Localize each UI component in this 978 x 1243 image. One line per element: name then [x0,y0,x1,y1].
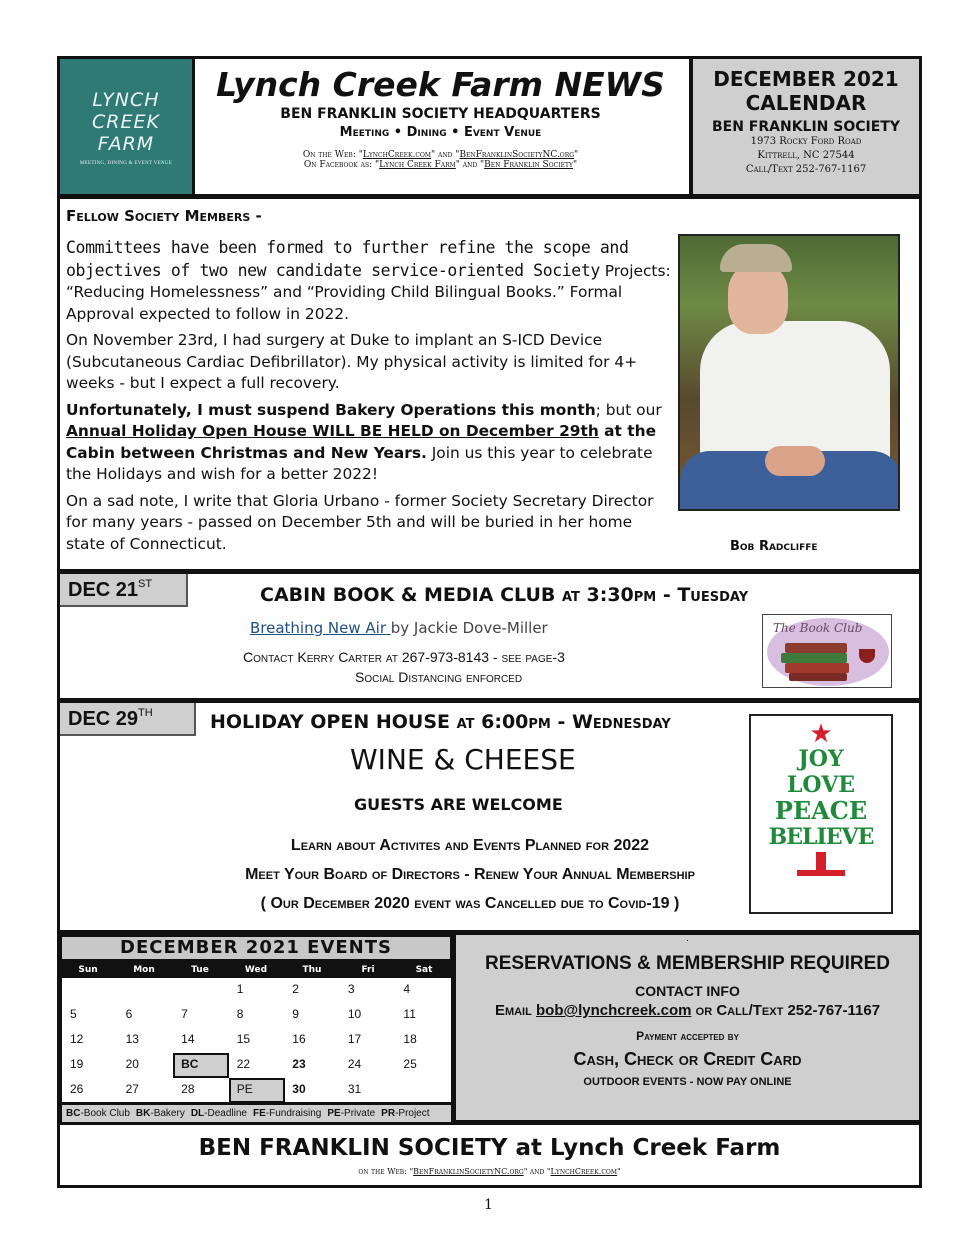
dow-fri: Fri [361,965,375,975]
book-icon [781,653,847,663]
book-club-image [762,614,892,688]
event-date-suffix: ST [138,578,153,590]
legend-label: -Private [340,1108,376,1119]
address-line-1: 1973 Rocky Ford Road [750,136,862,147]
event-book-club [57,571,922,701]
calendar-day: 8 [236,1007,244,1021]
book-icon [785,643,847,653]
dot: · [685,935,690,946]
calendar-day: 30 [292,1082,306,1096]
footer [57,1122,922,1188]
calendar-day: 5 [70,1007,77,1021]
tree-word-love: LOVE [786,772,856,798]
calendar-day: 31 [347,1082,362,1096]
footer-title: BEN FRANKLIN SOCIETY at Lynch Creek Farm [198,1135,781,1161]
calendar-day: 26 [70,1082,84,1096]
logo-tagline: MEETING, DINING & EVENT VENUE [79,161,173,166]
address-line-2: Kittrell, NC 27544 [757,150,855,161]
fb-suffix: " [572,160,578,170]
footer-link-lynchcreek[interactable]: LynchCreek.com [550,1167,617,1176]
legend-label: -Project [395,1108,430,1119]
event-detail-line-3: ( Our December 2020 event was Cancelled due to Covid-19 ) [260,895,680,912]
p1-lead: Committees have been formed to further refine the scope and objectives of two new candidate service-oriented Society [66,238,629,280]
calendar-day: 27 [125,1082,139,1096]
calendar-day: 20 [125,1057,139,1071]
link-lynchcreek[interactable]: LynchCreek.com [362,150,432,160]
tree-word-peace: PEACE [774,796,868,825]
calendar-day: 23 [292,1057,306,1071]
event-date: DEC 21 [68,579,139,601]
p3-underline: Annual Holiday Open House WILL BE HELD on December 29th [66,422,599,440]
calendar-day: 25 [403,1057,417,1071]
calendar-day: 3 [347,982,355,996]
email-link[interactable]: bob@lynchcreek.com [536,1002,692,1019]
tree-word-believe: BELIEVE [768,824,874,850]
logo-line-2: CREEK [92,111,160,133]
calendar-info-box [690,56,922,197]
calendar-day: 16 [292,1032,306,1046]
photo-bob-radcliffe [678,234,900,511]
paragraph-bakery [66,400,674,486]
calendar-day: 13 [125,1032,139,1046]
paragraph-surgery: On November 23rd, I had surgery at Duke to implant an S-ICD Device (Subcutaneous Cardiac Defibrillator). My physical activity is limited for 4+ weeks - but I expect a full recovery. [66,331,638,392]
logo-line-3: FARM [97,133,155,155]
event-time: at 3:30pm - Tuesday [561,584,749,606]
fb-mid: " and " [455,160,485,170]
reservations-title: RESERVATIONS & MEMBERSHIP REQUIRED [484,953,891,974]
legend-code: DL [190,1108,205,1119]
phone: Call/Text 252-767-1167 [745,164,867,175]
wine-cheese-headline: WINE & CHEESE [350,743,576,776]
book-title-link[interactable]: Breathing New Air [250,619,391,637]
calendar-day: 7 [181,1007,188,1021]
web-mid: " and " [431,150,460,160]
calendar-day: 24 [347,1057,362,1071]
calendar-title [693,67,919,115]
legend-label: -Fundraising [265,1108,322,1119]
calendar-day: 18 [403,1032,417,1046]
footer-web-mid: " and " [523,1167,551,1176]
dow-wed: Wed [244,965,268,975]
calendar-day: 19 [70,1057,84,1071]
legend-code: BC [66,1108,81,1119]
calendar-day: 4 [403,982,411,996]
tree-word-joy: JOY [798,746,844,772]
dow-sun: Sun [78,965,98,975]
legend-label: -Deadline [204,1108,247,1119]
event-title [260,584,748,606]
contact-line [456,1002,919,1019]
dow-sat: Sat [415,965,433,975]
photo-caption: Bob Radcliffe [730,539,818,554]
events-calendar [57,932,455,1123]
link-benfranklinsociety[interactable]: BenFranklinSocietyNC.org [459,150,575,160]
event-detail-line-2: Meet Your Board of Directors - Renew Your Annual Membership [245,866,695,883]
book-club-image-text: The Book Club [773,621,863,635]
dow-tue: Tue [191,965,209,975]
letter-section [57,196,922,572]
page-number: 1 [484,1197,493,1213]
tree-base [797,870,845,876]
fb-prefix: On Facebook as: " [303,160,380,170]
legend-item [191,1108,247,1119]
web-prefix: On the Web: " [302,150,363,160]
event-date-tab [60,574,188,607]
logo-lynch-creek-farm [57,56,195,197]
calendar-day: 28 [181,1082,195,1096]
calendar-title-line-1: DECEMBER 2021 [713,67,899,91]
event-contact: Contact Kerry Carter at 267-973-8143 - see page-3 [243,649,565,665]
letter-greeting: Fellow Society Members - [66,207,262,225]
calendar-legend [62,1105,451,1122]
p3-mid: ; but our [595,400,662,419]
payment-label: Payment accepted by [636,1029,739,1043]
legend-label: -Book Club [80,1108,130,1119]
event-title-main: CABIN BOOK & MEDIA CLUB [260,584,562,606]
legend-code: FE [252,1108,266,1119]
newsletter-title: Lynch Creek Farm NEWS [216,65,665,104]
calendar-grid [62,978,451,1102]
dow-thu: Thu [302,965,322,975]
calendar-event-bc: BC [173,1053,229,1078]
reservations-box [453,932,922,1123]
p3-end: Join us this year to celebrate the Holidays and wish for a better 2022! [66,443,653,483]
footer-links [60,1167,919,1176]
legend-label: -Bakery [150,1108,185,1119]
days-of-week [60,962,452,978]
book-icon [785,663,849,673]
calendar-day: 1 [236,982,244,996]
org-name: BEN FRANKLIN SOCIETY [711,119,900,135]
footer-web-suffix: " [616,1167,621,1176]
tree-trunk [816,852,826,870]
link-facebook-ben-franklin-society[interactable]: Ben Franklin Society [484,160,573,170]
web-suffix: " [574,150,579,160]
paragraph-sad-note: On a sad note, I write that Gloria Urbano - former Society Secretary Director for many years - passed on December 5th and will be buried in her home state of Connecticut. [66,491,654,553]
logo-line-1: LYNCH [92,89,160,111]
event-time: at 6:00pm - Wednesday [456,711,671,733]
calendar-day: 15 [236,1032,251,1046]
link-facebook-lynch-creek-farm[interactable]: Lynch Creek Farm [379,160,456,170]
outdoor-events-note: OUTDOOR EVENTS - NOW PAY ONLINE [583,1076,792,1088]
legend-item [327,1108,375,1119]
event-detail-line-1: Learn about Activites and Events Planned for 2022 [290,837,650,854]
calendar-event-pe: PE [229,1078,285,1103]
legend-item [253,1108,321,1119]
calendar-heading: DECEMBER 2021 EVENTS [62,937,450,959]
holiday-tree-image [749,714,893,914]
calendar-day: 10 [347,1007,362,1021]
star-icon: ★ [809,718,833,748]
newsletter-subtitle: BEN FRANKLIN SOCIETY HEADQUARTERS [280,106,601,122]
logo-text [60,89,192,155]
event-date-suffix: TH [138,707,153,719]
photo-face [728,264,788,334]
event-date: DEC 29 [68,708,139,730]
calendar-day: 22 [236,1057,251,1071]
event-title [210,711,671,733]
calendar-day: 6 [125,1007,133,1021]
dow-mon: Mon [133,965,155,975]
legend-item [381,1108,429,1119]
p1-rest: Projects: “Reducing Homelessness” and “Providing Child Bilingual Books.” Formal Approval expected to follow in 2022. [66,261,671,323]
venue-tagline: Meeting • Dining • Event Venue [339,125,542,140]
legend-code: PR [381,1108,396,1119]
event-title-main: HOLIDAY OPEN HOUSE [210,711,457,733]
photo-cap [720,244,792,272]
calendar-day: 12 [70,1032,84,1046]
p3-bold-2: at the Cabin between Christmas and New Years. [66,422,657,462]
social-distancing-note: Social Distancing enforced [355,669,523,685]
paragraph-committees [66,237,674,325]
legend-item [66,1108,130,1119]
calendar-day: 14 [181,1032,195,1046]
legend-code: PE [327,1108,341,1119]
calendar-title-line-2: CALENDAR [745,91,867,115]
guests-welcome: GUESTS ARE WELCOME [354,795,563,814]
contact-phone: or Call/Text 252-767-1167 [691,1002,881,1019]
contact-info-label: CONTACT INFO [635,983,740,999]
calendar-day: 9 [292,1007,299,1021]
event-open-house [57,700,922,933]
p3-bold: Unfortunately, I must suspend Bakery Operations this month [66,400,596,419]
letter-body [66,237,674,560]
legend-item [136,1108,185,1119]
footer-web-prefix: on the Web: " [358,1167,414,1176]
book-info [250,619,548,637]
legend-code: BK [135,1108,151,1119]
email-label: Email [494,1002,536,1019]
calendar-day: 11 [403,1007,416,1021]
payment-methods: Cash, Check or Credit Card [573,1049,802,1069]
calendar-day: 17 [347,1032,362,1046]
facebook-links [192,160,689,170]
calendar-day: 2 [292,982,299,996]
masthead [192,56,692,197]
footer-link-benfranklinsociety[interactable]: BenFranklinSocietyNC.org [413,1167,524,1176]
web-links [192,150,689,160]
book-icon [789,673,847,681]
event-date-tab [60,703,196,736]
photo-hand [765,446,825,476]
book-author: by Jackie Dove-Miller [390,619,548,637]
